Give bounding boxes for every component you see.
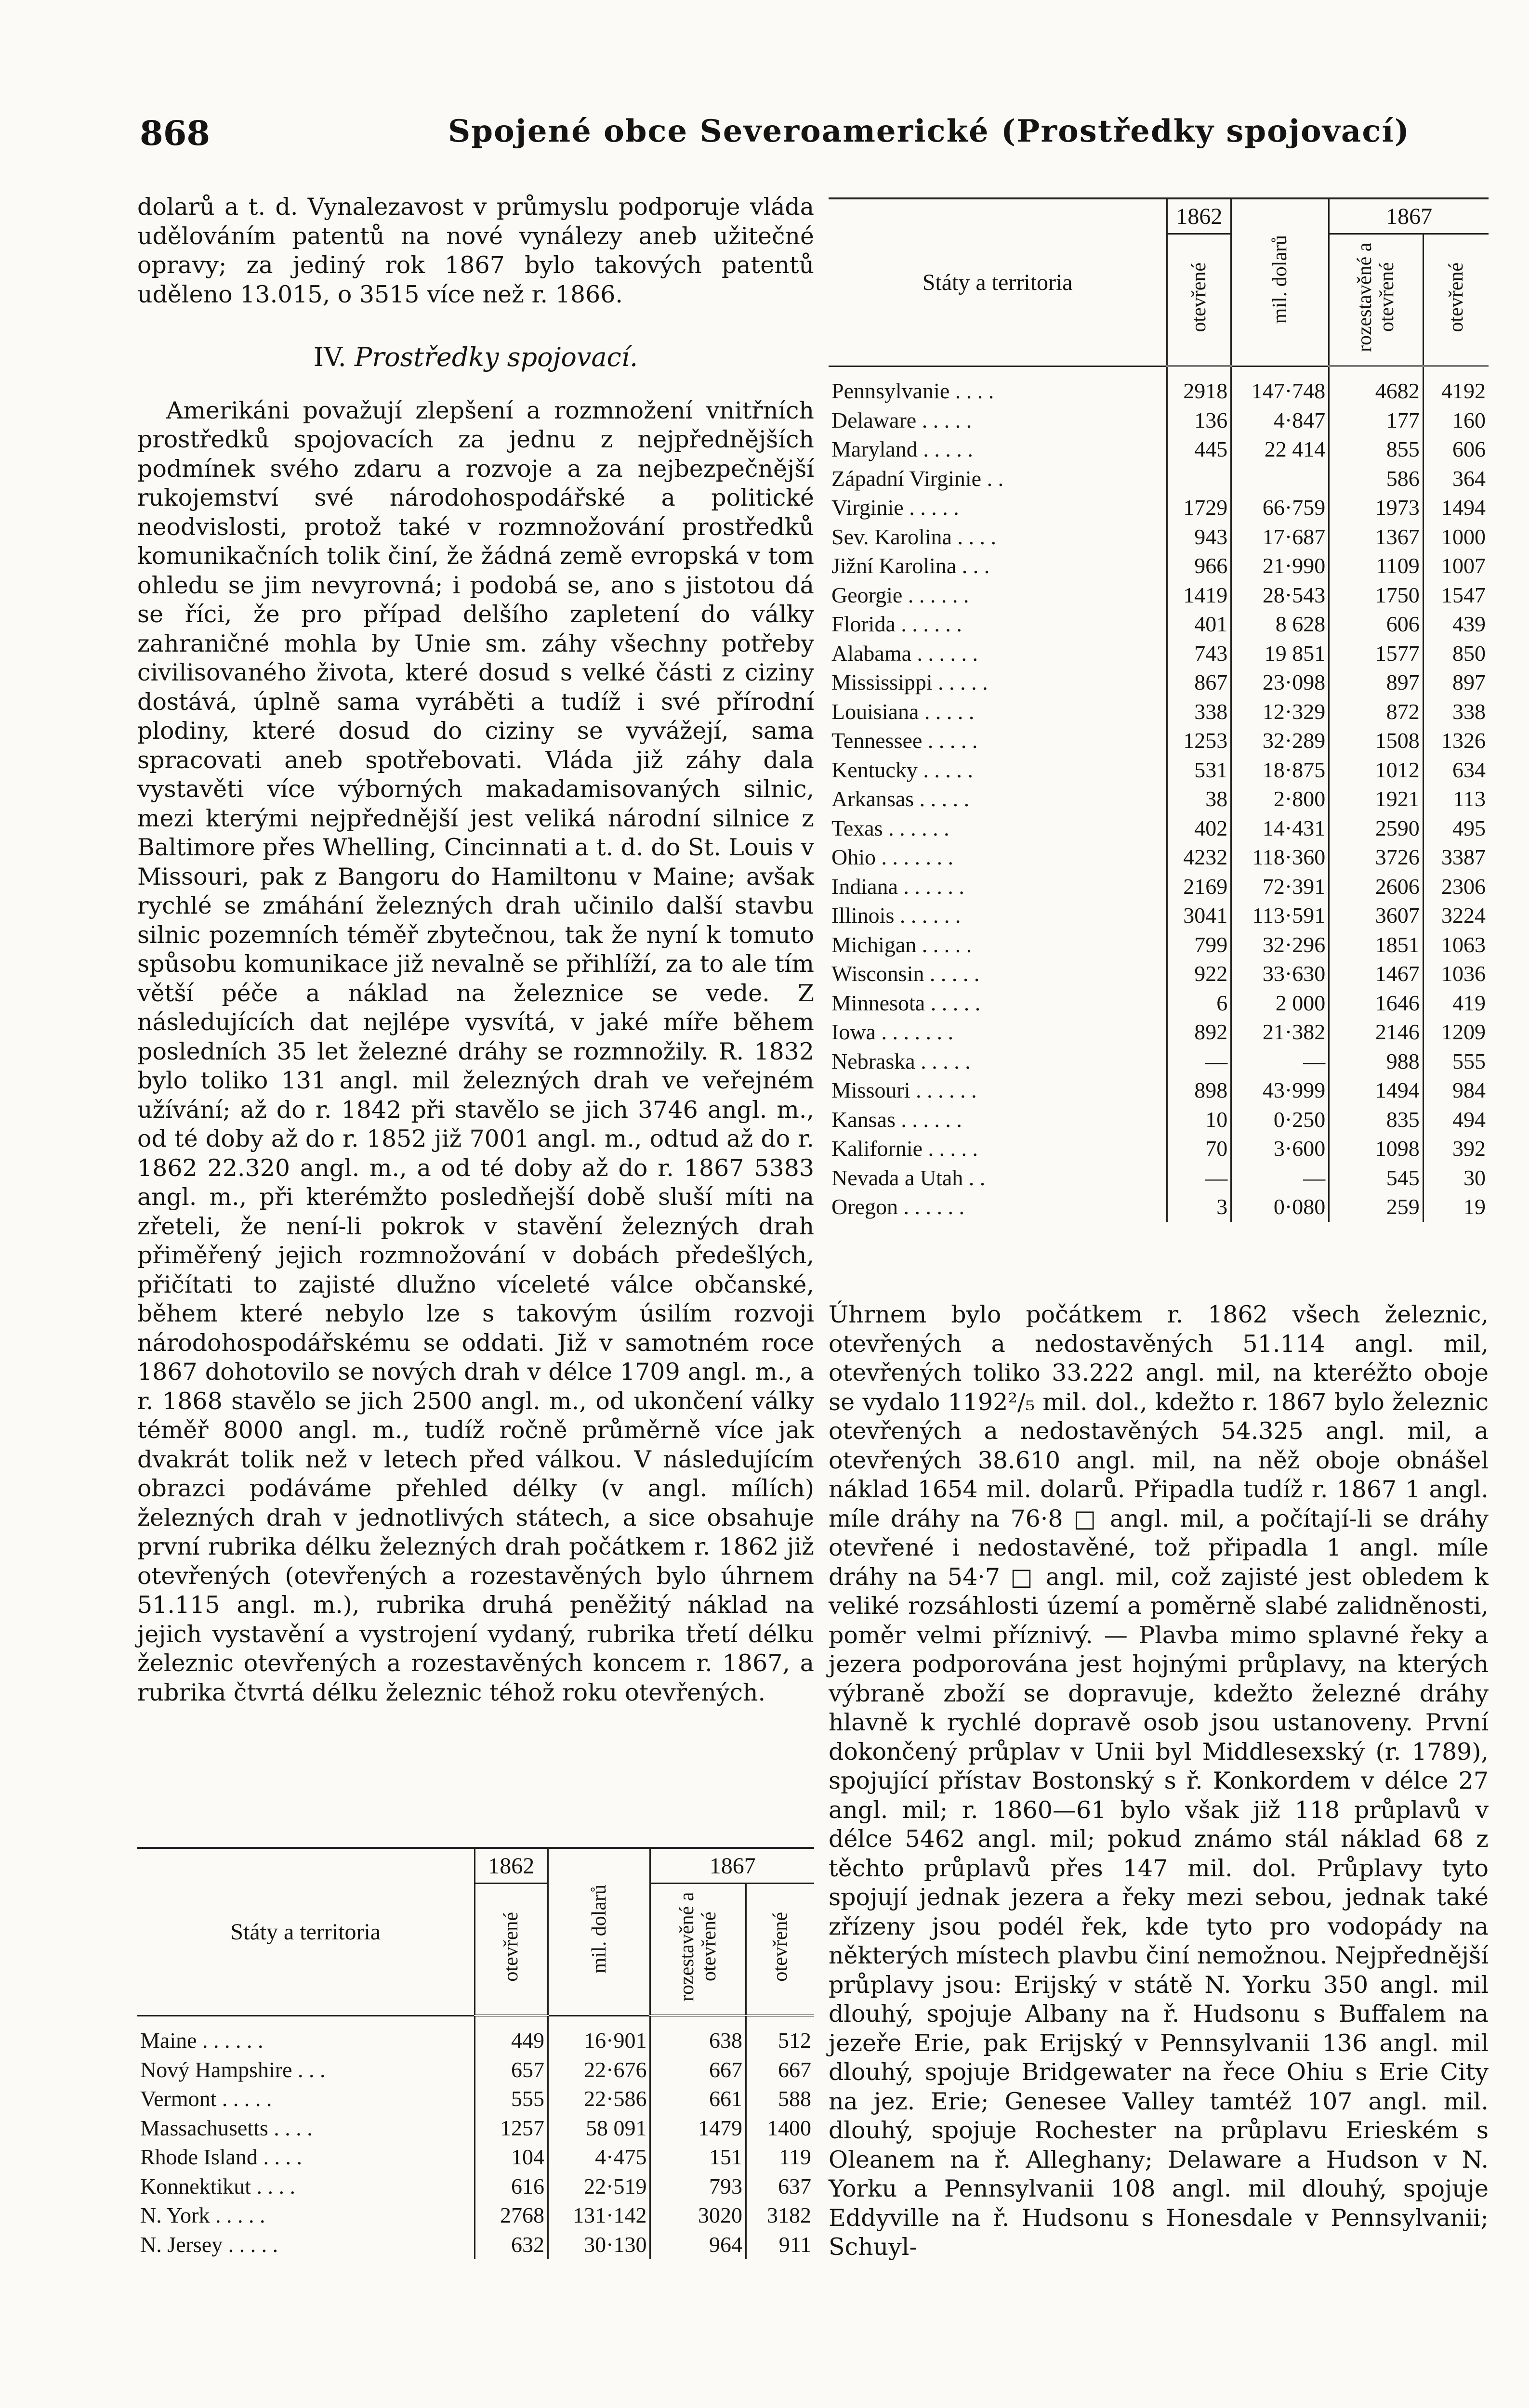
table-row: Florida . . . . . . 401 8 628 606 439 bbox=[829, 610, 1489, 639]
table-row: N. Jersey . . . . . 632 30·130 964 911 bbox=[137, 2230, 814, 2260]
table-row: Massachusetts . . . . 1257 58 091 1479 1400 bbox=[137, 2114, 814, 2143]
paragraph: Úhrnem bylo počátkem r. 1862 všech železnic, otevřených a nedostavěných 51.114 angl. mil, otevřených toliko 33.222 angl. mil, na kteréžto oboje se vydalo 1192²/₅ mil. dol., kdežto r. 1867 bylo železnic otevřených a nedostavěných 54.325 angl. mil, a otevřených 38.610 angl. mil, na něž oboje obnášel náklad 1654 mil. dolarů. Připadla tudíž r. 1867 1 angl. míle dráhy na 76·8 □ angl. mil, a počítají-li se dráhy otevřené i nedostavěné, tož připadla 1 angl. míle dráhy na 54·7 □ angl. mil, což zajisté jest obledem k veliké rozsáhlosti území a poměrně slabé zalidněnosti, poměr velmi příznivý. — Plavba mimo splavné řeky a jezera podporována jest hojnými průplavy, na kterých výbraně zboží se dopravuje, kdežto železné dráhy hlavně k rychlé dopravě osob jsou ustanoveny. První dokončený průplav v Unii byl Middlesexský (r. 1789), spojující přístav Bostonský s ř. Konkordem v délce 27 angl. mil; r. 1860—61 bylo však již 118 průplavů v délce 5462 angl. mil; pokud známo stál náklad 68 z těchto průplavů přes 147 mil. dol. Průplavy tyto spojují jednak jezera a řeky mezi sebou, jednak také zřízeny jsou podél řek, kde tyto pro vodopády na některých místech plavbu činí nemožnou. Nejpřednější průplavy jsou: Erijský v státě N. Yorku 350 angl. mil dlouhý, spojuje Albany na ř. Hudsonu s Buffalem na jezeře Erie, pak Erijský v Pennsylvanii 136 angl. mil dlouhý, spojuje Bridgewater na řece Ohiu s Erie City na jez. Erie; Genesee Valley tamtéž 107 angl. mil. dlouhý, spojuje Rochester na průplavu Erieském s Oleanem na ř. Alleghany; Delaware a Hudson v N. Yorku a Pennsylvanii 108 angl. mil dlouhý, spojuje Eddyville na ř. Hudsonu s Honesdale v Pennsylvanii; Schuyl- bbox=[829, 1301, 1489, 2261]
railway-table-right bbox=[829, 197, 1489, 1222]
table-header-1862: 1862 bbox=[1167, 198, 1231, 234]
table-row: Wisconsin . . . . . 922 33·630 1467 1036 bbox=[829, 959, 1489, 989]
table-row: Vermont . . . . . 555 22·586 661 588 bbox=[137, 2084, 814, 2114]
table-header-1867: 1867 bbox=[1329, 198, 1489, 234]
page-number: 868 bbox=[140, 113, 211, 153]
table-row: Rhode Island . . . . 104 4·475 151 119 bbox=[137, 2143, 814, 2172]
section-number: IV. bbox=[313, 342, 346, 372]
table-row: Tennessee . . . . . 1253 32·289 1508 1326 bbox=[829, 726, 1489, 756]
table-row: Arkansas . . . . . 38 2·800 1921 113 bbox=[829, 785, 1489, 814]
section-heading bbox=[137, 343, 814, 372]
table-row: Louisiana . . . . . 338 12·329 872 338 bbox=[829, 697, 1489, 727]
table-row: Mississippi . . . . . 867 23·098 897 897 bbox=[829, 668, 1489, 697]
table-row: Sev. Karolina . . . . 943 17·687 1367 1000 bbox=[829, 523, 1489, 552]
table-row: Kansas . . . . . . 10 0·250 835 494 bbox=[829, 1105, 1489, 1135]
table-row: Texas . . . . . . 402 14·431 2590 495 bbox=[829, 814, 1489, 843]
table-row: Nový Hampshire . . . 657 22·676 667 667 bbox=[137, 2055, 814, 2085]
left-column-text bbox=[137, 193, 814, 1707]
paragraph: Amerikáni považují zlepšení a rozmnožení vnitřních prostředků spojovacích za jednu z nejpřednějších podmínek svého zdaru a rozvoje a za nejbezpečnější rukojemství své národohospodářské a politické neodvislosti, protož také v rozmnožování prostředků komunikačních tolik činí, že žádná země evropská v tom ohledu se jim nevyrovná; i podobá se, ano s jistotou dá se říci, že pro případ delšího zapletení do války zahraničné mohla by Unie sm. záhy všechny potřeby civilisovaného života, které dosud s velké části z ciziny dostává, úplně sama vyráběti a tudíž i své přírodní plodiny, které dosud do ciziny se vyvážejí, sama spracovati aneb spotřebovati. Vláda již záhy dala vystavěti více výborných makadamisovaných silnic, mezi kterými nejpřednější jest veliká národní silnice z Baltimore přes Whelling, Cincinnati a t. d. do St. Louis v Missouri, pak z Bangoru do Hamiltonu v Maine; avšak rychlé se zmáhání železných drah učinilo další stavbu silnic pozemních téměř zbytečnou, tak že nyní k tomuto spůsobu komunikace již nevalně se přihlíží, za to ale tím větší péče a náklad na železnice se vede. Z následujících dat nejlépe vysvítá, v jaké míře během posledních 35 let železné dráhy se rozmnožily. R. 1832 bylo toliko 131 angl. mil železných drah ve veřejném užívání; až do r. 1842 při stavělo se jich 3746 angl. m., od té doby až do r. 1852 již 7001 angl. m., odtud až do r. 1862 22.320 angl. m., a od té doby až do r. 1867 5383 angl. m., při kterémžto posledňejší době sluší míti na zřeteli, že není-li pokrok v stavění železných drah přiměřený jejich rozmnožování v dobách předešlých, přičítati to zajisté dlužno víceleté válce občanské, během které nebylo lze s takovým úsilím rozvoji národohospodářskému se oddati. Již v samotném roce 1867 dohotovilo se nových drah v délce 1709 angl. m., a r. 1868 stavělo se jich 2500 angl. m., od ukončení války téměř 8000 angl. m., tudíž ročně průměrně více jak dvakrát tolik než v letech před válkou. V následujícím obrazci podáváme přehled délky (v angl. mílích) železných drah v jednotlivých státech, a sice obsahuje první rubrika délku železných drah počátkem r. 1862 již otevřených (otevřených a rozestavěných bylo úhrnem 51.115 angl. m.), rubrika druhá peněžitý náklad na jejich vystavění a vystrojení vydaný, rubrika třetí délku železnic otevřených a rozestavěných koncem r. 1867, a rubrika čtvrtá délku železnic téhož roku otevřených. bbox=[137, 396, 814, 1706]
section-title: Prostředky spojovací. bbox=[355, 342, 638, 372]
table-header-under-construction: rozestavěné a otevřené bbox=[1329, 234, 1424, 366]
table-row: Indiana . . . . . . 2169 72·391 2606 2306 bbox=[829, 872, 1489, 902]
table-row: Západní Virginie . . 586 364 bbox=[829, 464, 1489, 494]
table-row: Kentucky . . . . . 531 18·875 1012 634 bbox=[829, 756, 1489, 785]
table-header-dollars: mil. dolarů bbox=[548, 1848, 650, 2015]
table-row: Alabama . . . . . . 743 19 851 1577 850 bbox=[829, 639, 1489, 668]
table-row: Jižní Karolina . . . 966 21·990 1109 1007 bbox=[829, 551, 1489, 581]
table-header-states: Státy a territoria bbox=[829, 198, 1167, 366]
table-row: Virginie . . . . . 1729 66·759 1973 1494 bbox=[829, 493, 1489, 523]
table-row: Missouri . . . . . . 898 43·999 1494 984 bbox=[829, 1076, 1489, 1105]
table-row: Minnesota . . . . . 6 2 000 1646 419 bbox=[829, 989, 1489, 1018]
table-row: Delaware . . . . . 136 4·847 177 160 bbox=[829, 406, 1489, 435]
table-header-opened: otevřené bbox=[475, 1884, 548, 2016]
paragraph: dolarů a t. d. Vynalezavost v průmyslu podporuje vláda udělováním patentů na nové vynálezy aneb užitečné opravy; za jediný rok 1867 bylo takových patentů uděleno 13.015, o 3515 více než r. 1866. bbox=[137, 193, 814, 308]
table-row: N. York . . . . . 2768 131·142 3020 3182 bbox=[137, 2201, 814, 2230]
table-row: Illinois . . . . . . 3041 113·591 3607 3224 bbox=[829, 901, 1489, 930]
table-header-states: Státy a territoria bbox=[137, 1848, 475, 2015]
table-row: Oregon . . . . . . 3 0·080 259 19 bbox=[829, 1192, 1489, 1222]
table-header-1862: 1862 bbox=[475, 1848, 548, 1884]
railway-table-left bbox=[137, 1847, 814, 2259]
table-row: Michigan . . . . . 799 32·296 1851 1063 bbox=[829, 930, 1489, 960]
table-row: Nevada a Utah . . — — 545 30 bbox=[829, 1164, 1489, 1193]
table-row: Maine . . . . . . 449 16·901 638 512 bbox=[137, 2026, 814, 2055]
table-header-opened: otevřené bbox=[1423, 234, 1489, 366]
table-row: Ohio . . . . . . . 4232 118·360 3726 3387 bbox=[829, 843, 1489, 872]
page-header bbox=[140, 113, 1493, 157]
table-row: Konnektikut . . . . 616 22·519 793 637 bbox=[137, 2172, 814, 2201]
table-header-1867: 1867 bbox=[650, 1848, 814, 1884]
right-column-text bbox=[829, 1300, 1489, 2262]
table-header-opened: otevřené bbox=[1167, 234, 1231, 366]
table-header-opened: otevřené bbox=[746, 1884, 814, 2016]
table-row: Kalifornie . . . . . 70 3·600 1098 392 bbox=[829, 1134, 1489, 1164]
table-header-dollars: mil. dolarů bbox=[1231, 198, 1329, 366]
table-row: Georgie . . . . . . 1419 28·543 1750 1547 bbox=[829, 581, 1489, 610]
table-header-under-construction: rozestavěné a otevřené bbox=[650, 1884, 746, 2016]
table-row: Pennsylvanie . . . . 2918 147·748 4682 4192 bbox=[829, 377, 1489, 406]
table-row: Nebraska . . . . . — — 988 555 bbox=[829, 1047, 1489, 1076]
table-row: Iowa . . . . . . . 892 21·382 2146 1209 bbox=[829, 1018, 1489, 1047]
running-head: Spojené obce Severoamerické (Prostředky spojovací) bbox=[448, 113, 1410, 149]
table-row: Maryland . . . . . 445 22 414 855 606 bbox=[829, 435, 1489, 464]
